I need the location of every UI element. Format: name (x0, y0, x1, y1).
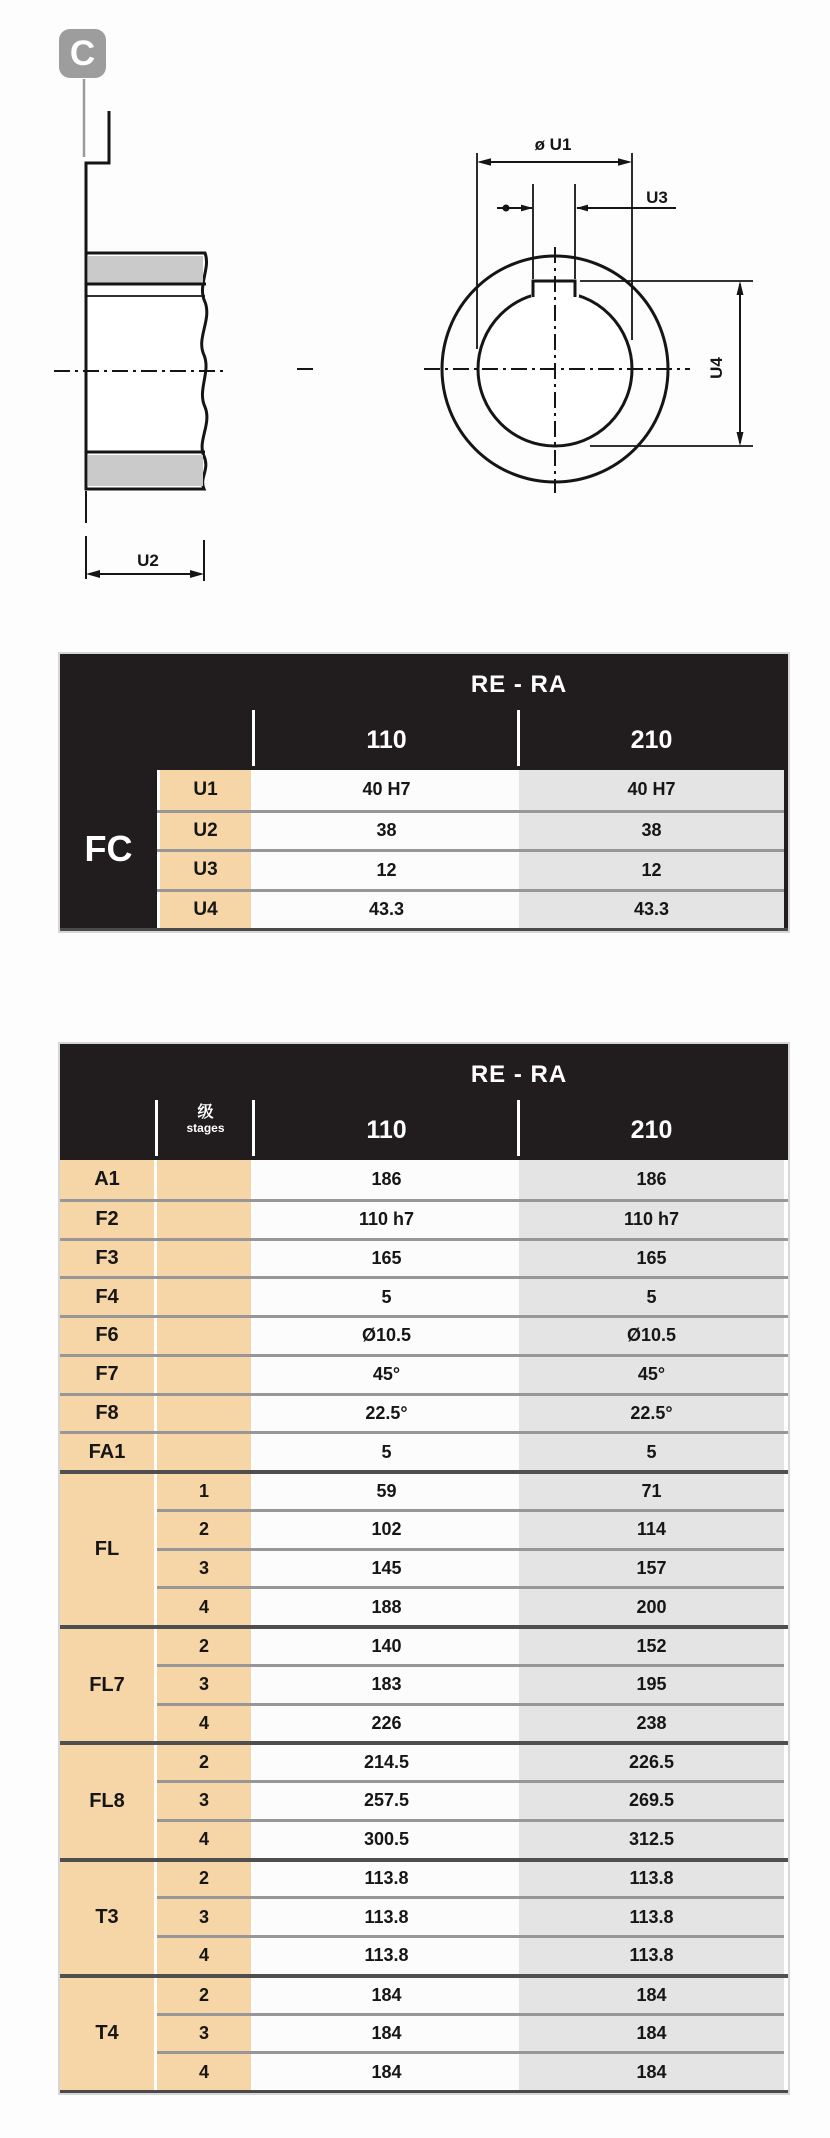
value-cell-110: 38 (254, 813, 519, 850)
group-rows (157, 1978, 784, 2090)
stages-column-header (157, 1098, 254, 1158)
table-row (157, 1586, 784, 1625)
row-group-label: FA1 (60, 1434, 157, 1470)
value-cell-210: 113.8 (519, 1938, 784, 1974)
stage-cell (157, 1279, 254, 1315)
column-header-110: 110 (366, 726, 407, 754)
value-cell-210: 5 (519, 1434, 784, 1470)
group-rows (157, 1160, 784, 1199)
stage-cell (157, 1357, 254, 1393)
value-cell-110: 110 h7 (254, 1202, 519, 1238)
value-cell-210: 110 h7 (519, 1202, 784, 1238)
value-cell-210: 184 (519, 1978, 784, 2013)
row-group-fl8 (60, 1741, 788, 1857)
row-group-label: F8 (60, 1396, 157, 1432)
table-row (157, 1241, 784, 1277)
value-cell-210: 22.5° (519, 1396, 784, 1432)
section-badge: C (59, 29, 106, 78)
row-group-label: F2 (60, 1202, 157, 1238)
stage-cell (157, 1318, 254, 1354)
table-row (157, 2051, 784, 2090)
table-row (157, 1896, 784, 1935)
row-group-f3 (60, 1238, 788, 1277)
value-cell-210: 45° (519, 1357, 784, 1393)
value-cell-110: 145 (254, 1551, 519, 1587)
value-cell-210: 43.3 (519, 892, 784, 929)
fc-table-rows (157, 770, 784, 928)
group-rows (157, 1629, 784, 1741)
row-group-f6 (60, 1315, 788, 1354)
value-cell-110: 45° (254, 1357, 519, 1393)
table-row (157, 810, 784, 850)
value-cell-210: 40 H7 (519, 770, 784, 810)
value-cell-210: 71 (519, 1474, 784, 1509)
row-group-a1 (60, 1160, 788, 1199)
value-cell-210: 152 (519, 1629, 784, 1664)
table-row (157, 1160, 784, 1199)
row-label: U3 (157, 852, 254, 889)
value-cell-110: 186 (254, 1160, 519, 1199)
technical-drawing (0, 0, 830, 650)
dimension-table (58, 1042, 790, 2095)
row-label: U4 (157, 892, 254, 929)
row-group-fl (60, 1470, 788, 1625)
group-rows (157, 1434, 784, 1470)
stage-cell: 3 (157, 1783, 254, 1819)
value-cell-210: 238 (519, 1706, 784, 1742)
front-view (297, 135, 753, 493)
stages-symbol-icon: 级 (197, 1104, 214, 1121)
group-rows (157, 1279, 784, 1315)
series-title: RE - RA (470, 1061, 568, 1088)
stage-cell: 3 (157, 1899, 254, 1935)
row-group-label: F7 (60, 1357, 157, 1393)
value-cell-110: 300.5 (254, 1822, 519, 1858)
table-row (157, 770, 784, 810)
table-row (157, 1279, 784, 1315)
value-cell-210: 157 (519, 1551, 784, 1587)
stage-cell (157, 1202, 254, 1238)
group-rows (157, 1745, 784, 1857)
row-group-fl7 (60, 1625, 788, 1741)
row-group-label: FL (60, 1474, 157, 1625)
stage-cell: 2 (157, 1629, 254, 1664)
group-rows (157, 1202, 784, 1238)
dim-label-u1: ø U1 (534, 135, 572, 154)
table-row (157, 1357, 784, 1393)
table-row (157, 1318, 784, 1354)
table-row (157, 1862, 784, 1897)
value-cell-110: 113.8 (254, 1899, 519, 1935)
group-rows (157, 1241, 784, 1277)
dimension-table-body (60, 1160, 788, 2093)
table-row (157, 1548, 784, 1587)
fc-table (58, 652, 790, 933)
row-group-label: A1 (60, 1160, 157, 1199)
row-label: U1 (157, 770, 254, 810)
group-rows (157, 1474, 784, 1625)
value-cell-210: 269.5 (519, 1783, 784, 1819)
row-group-label: T4 (60, 1978, 157, 2090)
table-row (157, 1780, 784, 1819)
fc-table-header (60, 654, 788, 770)
row-group-label-fc: FC (84, 828, 133, 869)
value-cell-210: 114 (519, 1512, 784, 1548)
fc-table-body (60, 770, 788, 931)
value-cell-210: 312.5 (519, 1822, 784, 1858)
group-rows (157, 1396, 784, 1432)
table-row (157, 1935, 784, 1974)
row-group-f8 (60, 1393, 788, 1432)
value-cell-110: 226 (254, 1706, 519, 1742)
value-cell-110: 184 (254, 2054, 519, 2090)
table-row (157, 1629, 784, 1664)
value-cell-110: 140 (254, 1629, 519, 1664)
table-row (157, 1434, 784, 1470)
column-header-110: 110 (366, 1116, 407, 1144)
dim-label-u3: U3 (646, 188, 668, 207)
value-cell-210: 113.8 (519, 1899, 784, 1935)
stages-label: stages (186, 1121, 225, 1135)
stage-cell: 2 (157, 1978, 254, 2013)
row-group-f4 (60, 1276, 788, 1315)
dimension-u1 (477, 135, 632, 166)
stage-cell (157, 1241, 254, 1277)
value-cell-110: 214.5 (254, 1745, 519, 1780)
row-group-t3 (60, 1858, 788, 1974)
table-row (157, 1396, 784, 1432)
row-group-label: FL7 (60, 1629, 157, 1741)
value-cell-210: 113.8 (519, 1862, 784, 1897)
row-label: U2 (157, 813, 254, 850)
value-cell-210: 195 (519, 1667, 784, 1703)
stage-cell: 2 (157, 1512, 254, 1548)
table-row (157, 849, 784, 889)
value-cell-110: 184 (254, 2016, 519, 2052)
value-cell-210: 38 (519, 813, 784, 850)
row-group-f2 (60, 1199, 788, 1238)
row-group-fa1 (60, 1431, 788, 1470)
group-rows (157, 1862, 784, 1974)
stage-cell: 4 (157, 1706, 254, 1742)
value-cell-110: 184 (254, 1978, 519, 2013)
value-cell-110: 102 (254, 1512, 519, 1548)
table-row (157, 1819, 784, 1858)
value-cell-110: 22.5° (254, 1396, 519, 1432)
group-rows (157, 1357, 784, 1393)
value-cell-110: 257.5 (254, 1783, 519, 1819)
dimension-u2 (86, 551, 204, 578)
value-cell-110: 113.8 (254, 1862, 519, 1897)
row-group-label: F4 (60, 1279, 157, 1315)
value-cell-210: 165 (519, 1241, 784, 1277)
stage-cell: 2 (157, 1862, 254, 1897)
stage-cell: 4 (157, 1822, 254, 1858)
table-row (157, 1978, 784, 2013)
value-cell-110: 5 (254, 1279, 519, 1315)
value-cell-110: 113.8 (254, 1938, 519, 1974)
row-group-f7 (60, 1354, 788, 1393)
dimension-u3 (497, 188, 676, 212)
value-cell-110: 5 (254, 1434, 519, 1470)
row-group-label: F6 (60, 1318, 157, 1354)
value-cell-110: 43.3 (254, 892, 519, 929)
table-row (157, 1509, 784, 1548)
stage-cell: 3 (157, 1551, 254, 1587)
dim-label-u2: U2 (137, 551, 159, 570)
value-cell-210: 200 (519, 1589, 784, 1625)
value-cell-110: 188 (254, 1589, 519, 1625)
stage-cell: 2 (157, 1745, 254, 1780)
dim-label-u4: U4 (707, 357, 726, 379)
value-cell-210: 184 (519, 2054, 784, 2090)
table-row (157, 2013, 784, 2052)
stage-cell: 3 (157, 1667, 254, 1703)
stage-cell (157, 1160, 254, 1199)
stage-cell (157, 1434, 254, 1470)
stage-cell (157, 1396, 254, 1432)
value-cell-210: 12 (519, 852, 784, 889)
side-section-view (54, 79, 224, 581)
table-row (157, 1474, 784, 1509)
value-cell-110: 59 (254, 1474, 519, 1509)
table-row (157, 1664, 784, 1703)
table-row (157, 889, 784, 929)
stage-cell: 1 (157, 1474, 254, 1509)
row-group-label: F3 (60, 1241, 157, 1277)
value-cell-110: Ø10.5 (254, 1318, 519, 1354)
row-group-label: T3 (60, 1862, 157, 1974)
value-cell-210: 5 (519, 1279, 784, 1315)
table-row (157, 1202, 784, 1238)
value-cell-110: 183 (254, 1667, 519, 1703)
value-cell-110: 165 (254, 1241, 519, 1277)
series-title: RE - RA (470, 671, 568, 698)
group-rows (157, 1318, 784, 1354)
value-cell-210: 186 (519, 1160, 784, 1199)
column-header-210: 210 (630, 1116, 673, 1144)
value-cell-210: 184 (519, 2016, 784, 2052)
table-row (157, 1745, 784, 1780)
row-group-label: FL8 (60, 1745, 157, 1857)
stage-cell: 4 (157, 1938, 254, 1974)
stage-cell: 4 (157, 2054, 254, 2090)
stage-cell: 4 (157, 1589, 254, 1625)
stage-cell: 3 (157, 2016, 254, 2052)
value-cell-110: 40 H7 (254, 770, 519, 810)
value-cell-110: 12 (254, 852, 519, 889)
row-group-t4 (60, 1974, 788, 2090)
table-row (157, 1703, 784, 1742)
value-cell-210: 226.5 (519, 1745, 784, 1780)
column-header-210: 210 (630, 726, 673, 754)
value-cell-210: Ø10.5 (519, 1318, 784, 1354)
dimension-table-header (60, 1044, 788, 1160)
